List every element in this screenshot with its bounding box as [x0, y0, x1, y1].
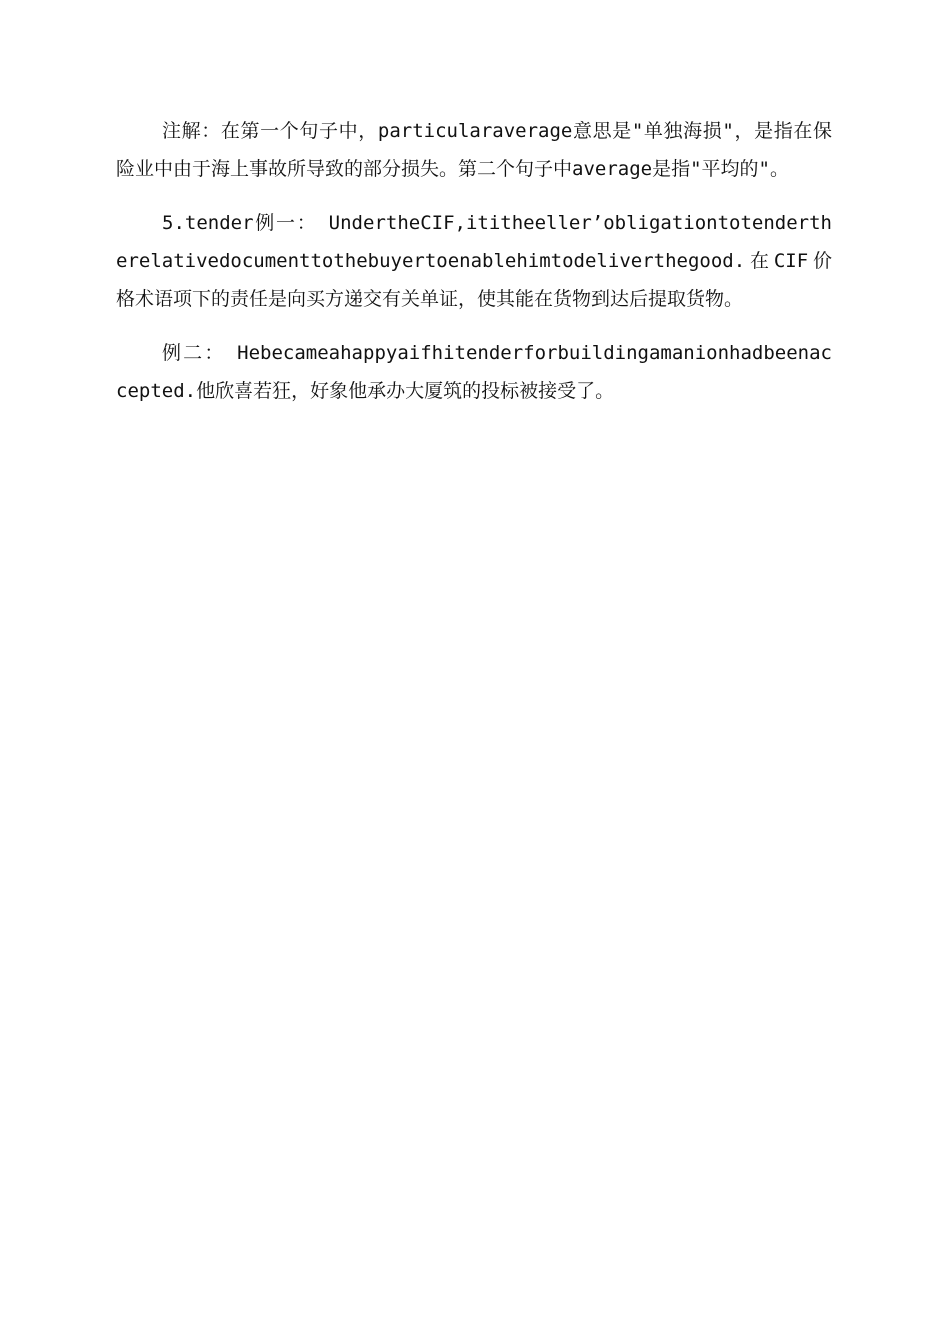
paragraph-tender-example-2: 例二： Hebecameahappyaifhitenderforbuildingamanionhadbeenaccepted.他欣喜若狂，好象他承办大厦筑的投标被接受了。: [116, 342, 832, 402]
paragraph-tender-example-1: 5.tender例一： UndertheCIF,ititheeller’obligationtotendertherelativedocumenttothebuyertoenablehimtodeliverthegood.在CIF价格术语项下的责任是向买方递交有关单证，使其能在货物到达后提取货物。: [116, 212, 832, 310]
paragraph-note: 注解：在第一个句子中，particularaverage意思是"单独海损"，是指在保险业中由于海上事故所导致的部分损失。第二个句子中average是指"平均的"。: [116, 120, 832, 180]
document-page: [116, 112, 832, 426]
